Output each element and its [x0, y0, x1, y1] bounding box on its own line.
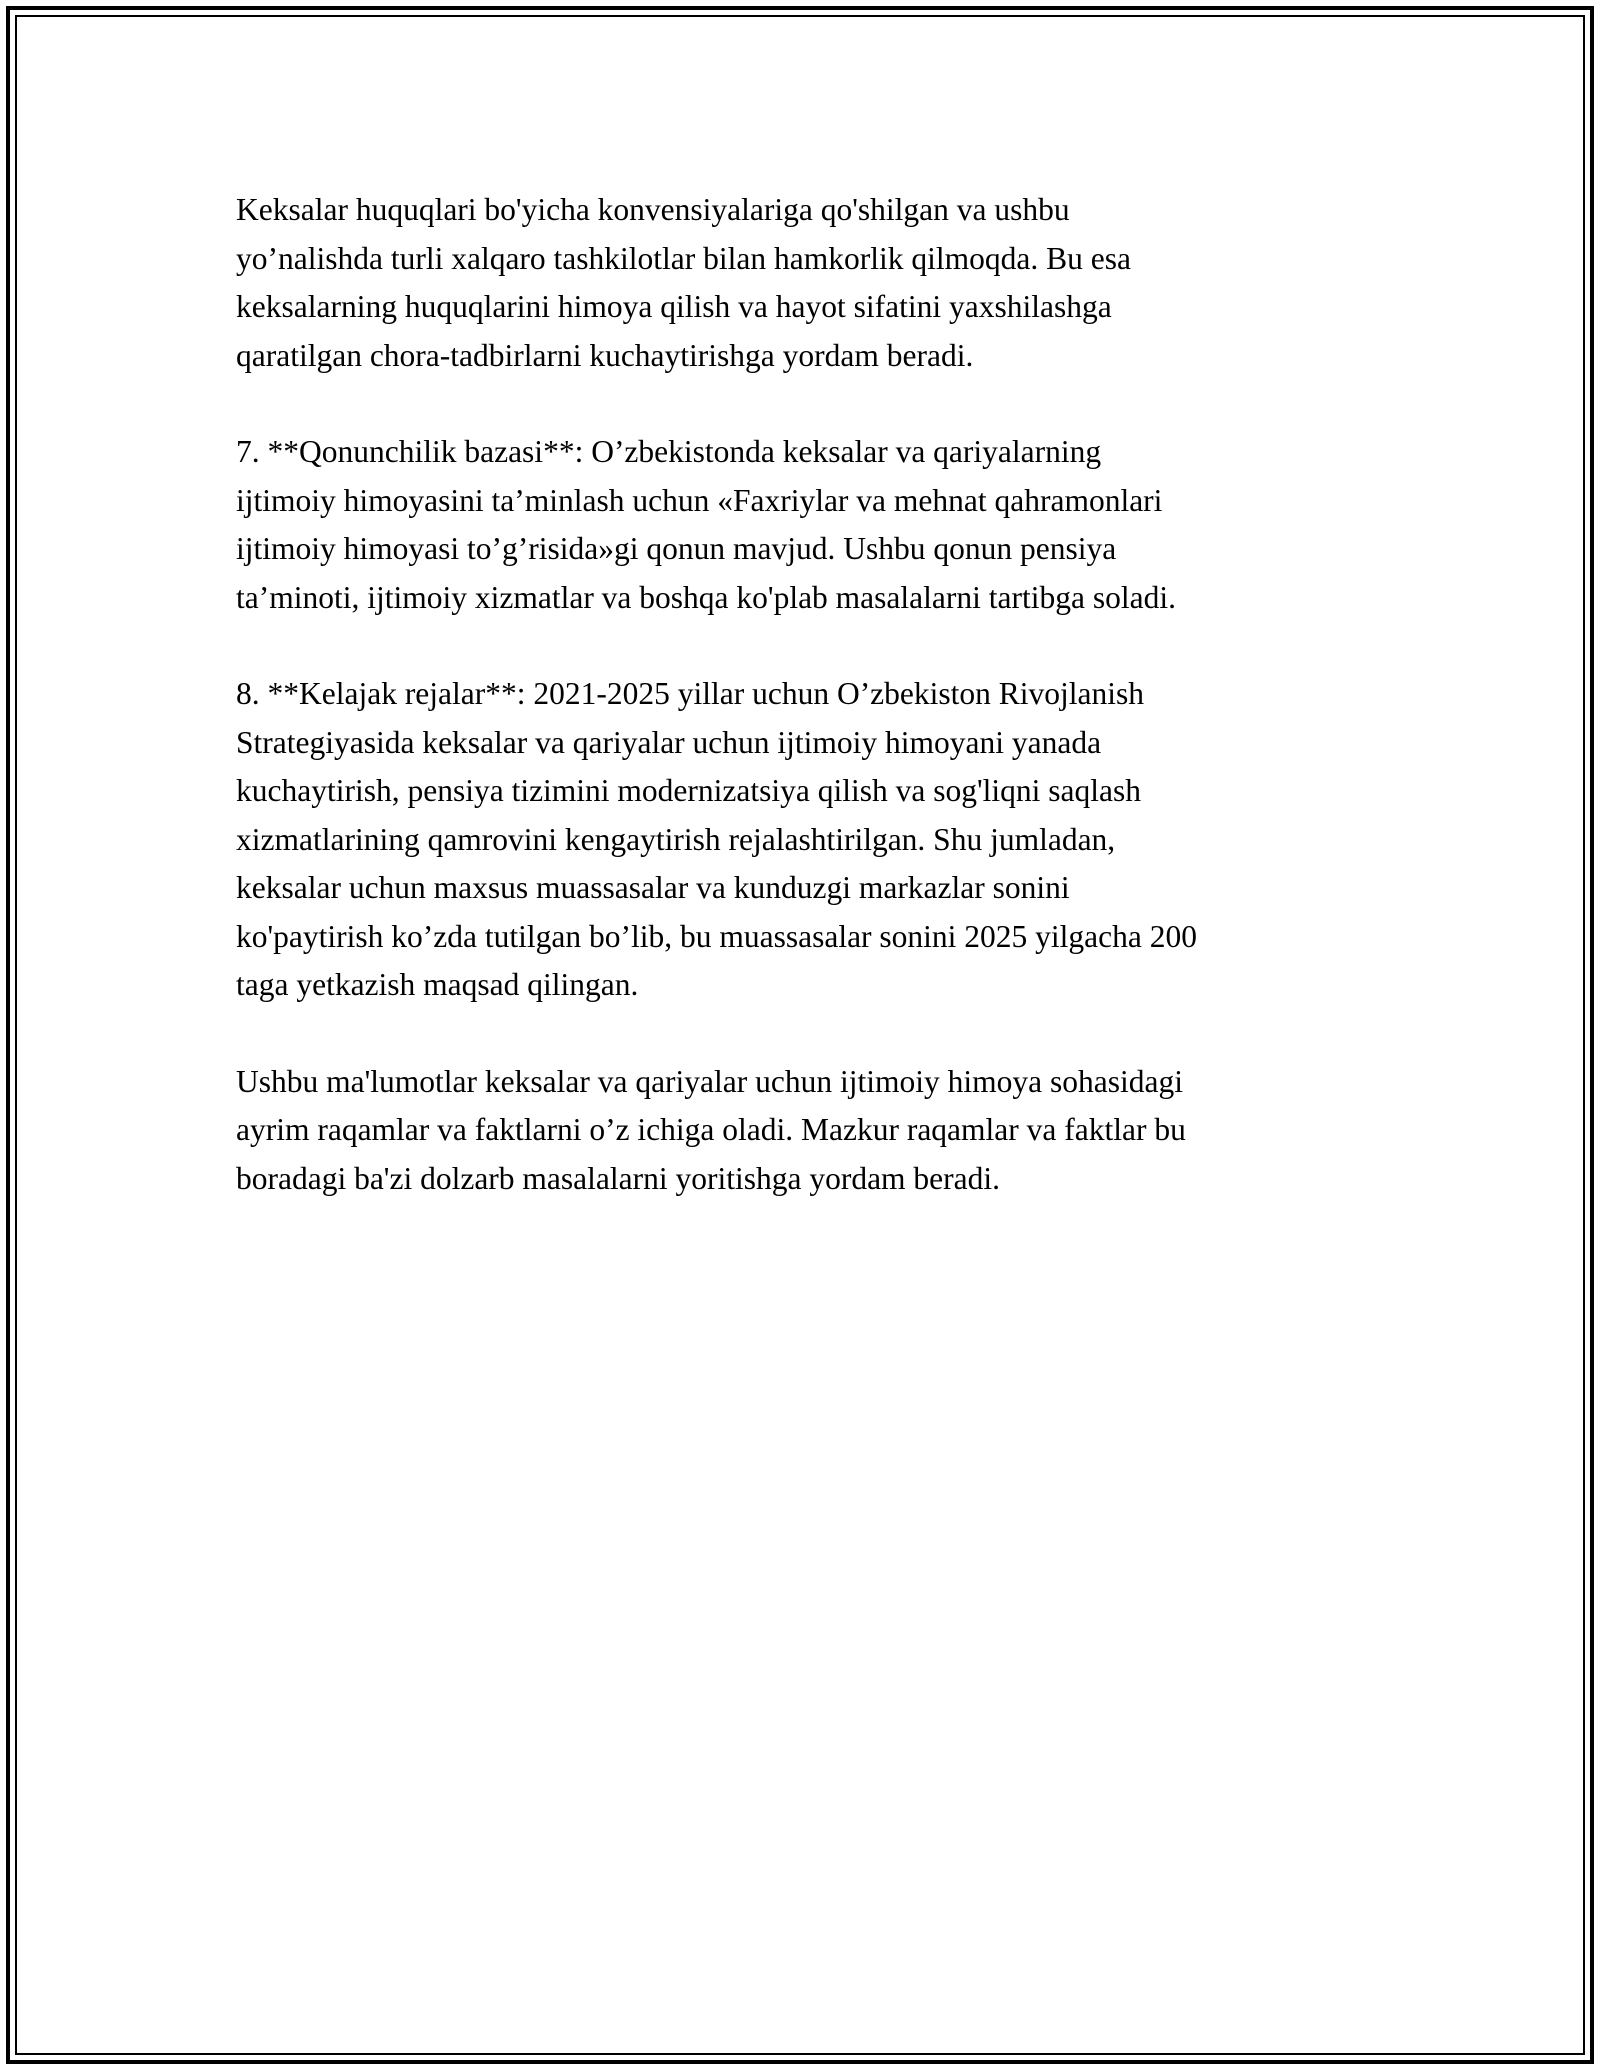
paragraph-future-plans [236, 670, 1376, 1010]
text-line: yo’nalishda turli xalqaro tashkilotlar bilan hamkorlik qilmoqda. Bu esa [236, 240, 1131, 276]
text-line: ko'paytirish ko’zda tutilgan bo’lib, bu muassasalar sonini 2025 yilgacha 200 [236, 918, 1197, 954]
text-line: keksalarning huquqlarini himoya qilish va hayot sifatini yaxshilashga [236, 289, 1112, 324]
text-line: Ushbu ma'lumotlar keksalar va qariyalar uchun ijtimoiy himoya sohasidagi [236, 1063, 1183, 1099]
paragraph-summary [236, 1058, 1376, 1204]
text-line: ta’minoti, ijtimoiy xizmatlar va boshqa ko'plab masalalarni tartibga soladi. [236, 579, 1176, 615]
paragraph-conventions [236, 186, 1376, 380]
text-line: keksalar uchun maxsus muassasalar va kunduzgi markazlar sonini [236, 870, 1070, 905]
text-line: Keksalar huquqlari bo'yicha konvensiyalariga qo'shilgan va ushbu [236, 192, 1070, 227]
text-line: ijtimoiy himoyasi to’g’risida»gi qonun mavjud. Ushbu qonun pensiya [236, 531, 1117, 566]
paragraph-legislative-base [236, 428, 1376, 622]
text-line: taga yetkazish maqsad qilingan. [236, 967, 639, 1002]
text-line: xizmatlarining qamrovini kengaytirish rejalashtirilgan. Shu jumladan, [236, 821, 1116, 857]
text-line: qaratilgan chora-tadbirlarni kuchaytirishga yordam beradi. [236, 337, 974, 373]
text-line: kuchaytirish, pensiya tizimini modernizatsiya qilish va sog'liqni saqlash [236, 773, 1142, 808]
text-line: 7. **Qonunchilik bazasi**: O’zbekistonda keksalar va qariyalarning [236, 434, 1102, 469]
text-line: Strategiyasida keksalar va qariyalar uchun ijtimoiy himoyani yanada [236, 724, 1102, 760]
text-line: 8. **Kelajak rejalar**: 2021-2025 yillar uchun O’zbekiston Rivojlanish [236, 676, 1145, 711]
document-body [236, 186, 1376, 1251]
text-line: boradagi ba'zi dolzarb masalalarni yoritishga yordam beradi. [236, 1160, 1001, 1196]
text-line: ayrim raqamlar va faktlarni o’z ichiga oladi. Mazkur raqamlar va faktlar bu [236, 1112, 1186, 1147]
text-line: ijtimoiy himoyasini ta’minlash uchun «Faxriylar va mehnat qahramonlari [236, 482, 1163, 518]
